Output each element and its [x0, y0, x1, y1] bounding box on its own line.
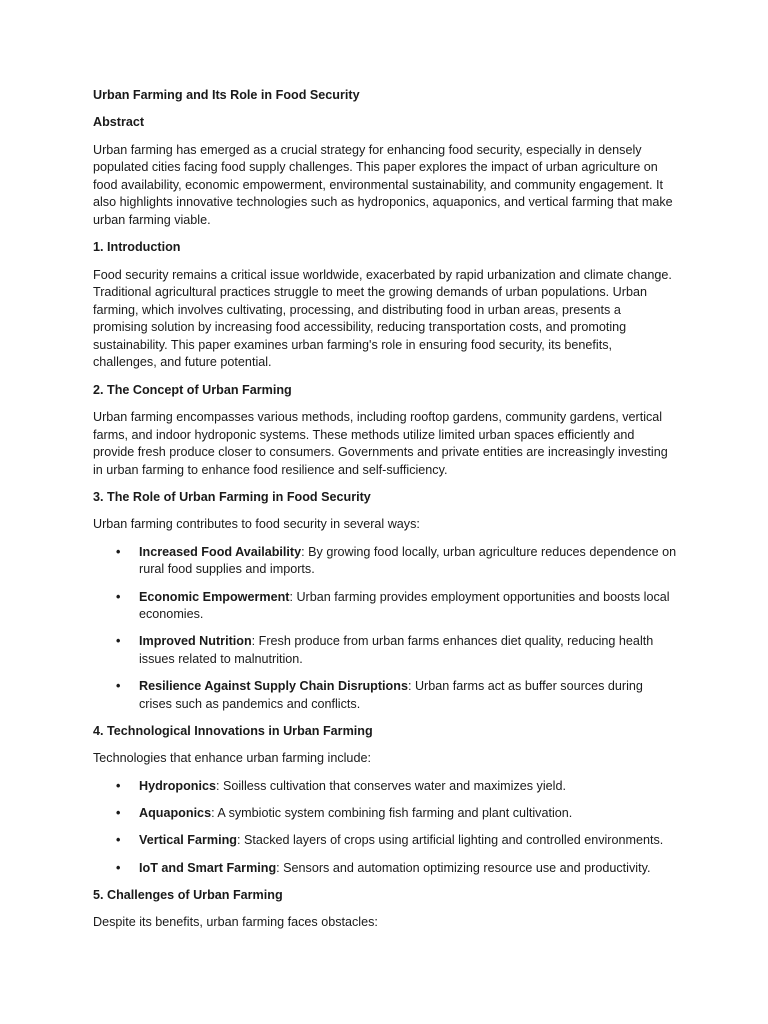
- technology-bullet-list: [93, 778, 678, 877]
- bullet-icon: •: [116, 544, 121, 559]
- bullet-term: Increased Food Availability: [139, 544, 302, 559]
- challenges-intro: Despite its benefits, urban farming faces obstacles:: [93, 915, 378, 930]
- bullet-term: IoT and Smart Farming: [139, 860, 277, 875]
- list-item: [93, 633, 678, 668]
- list-item: [93, 805, 678, 823]
- list-item: [93, 832, 678, 850]
- list-item: [93, 589, 678, 624]
- bullet-text: : Urban farms act as buffer sources during crises such as pandemics and conflicts.: [139, 679, 643, 711]
- concept-paragraph: Urban farming encompasses various methods, including rooftop gardens, community gardens, vertical farms, and indoor hydroponic systems. These methods utilize limited urban spaces efficiently and provide fresh produce closer to consumers. Governments and private entities are increasingly investing in urban farming to enhance food resilience and self-sufficiency.: [93, 410, 668, 477]
- bullet-icon: •: [116, 860, 121, 875]
- role-intro: Urban farming contributes to food security in several ways:: [93, 517, 420, 532]
- document-page: [93, 87, 678, 941]
- bullet-term: Vertical Farming: [139, 833, 237, 848]
- bullet-icon: •: [116, 778, 121, 793]
- bullet-text: : Stacked layers of crops using artificial lighting and controlled environments.: [237, 833, 664, 848]
- bullet-term: Aquaponics: [139, 806, 212, 820]
- bullet-term: Improved Nutrition: [139, 634, 252, 649]
- bullet-icon: •: [116, 679, 121, 694]
- list-item: [93, 778, 678, 796]
- concept-heading: 2. The Concept of Urban Farming: [93, 382, 292, 397]
- role-bullet-list: [93, 544, 678, 714]
- list-item: [93, 544, 678, 579]
- bullet-term: Hydroponics: [139, 778, 216, 793]
- technology-intro: Technologies that enhance urban farming include:: [93, 751, 371, 766]
- bullet-text: : A symbiotic system combining fish farming and plant cultivation.: [211, 806, 573, 820]
- challenges-heading: 5. Challenges of Urban Farming: [93, 887, 283, 902]
- bullet-text: : Urban farming provides employment opportunities and boosts local economies.: [139, 589, 670, 622]
- list-item: [93, 860, 678, 878]
- bullet-text: : Sensors and automation optimizing resource use and productivity.: [276, 860, 651, 875]
- bullet-text: : Soilless cultivation that conserves water and maximizes yield.: [215, 778, 566, 793]
- bullet-icon: •: [116, 806, 121, 820]
- bullet-icon: •: [116, 833, 121, 848]
- bullet-text: : Fresh produce from urban farms enhances diet quality, reducing health issues related to malnutrition.: [139, 634, 654, 666]
- technology-heading: 4. Technological Innovations in Urban Farming: [93, 724, 373, 739]
- bullet-icon: •: [116, 589, 121, 604]
- bullet-term: Resilience Against Supply Chain Disruptions: [139, 679, 408, 694]
- list-item: [93, 678, 678, 713]
- abstract-paragraph: Urban farming has emerged as a crucial strategy for enhancing food security, especially in densely populated cities facing food supply challenges. This paper explores the impact of urban agriculture on food availability, economic empowerment, environmental sustainability, and community engagement. It also highlights innovative technologies such as hydroponics, aquaponics, and vertical farming that make urban farming viable.: [93, 142, 673, 227]
- bullet-term: Economic Empowerment: [139, 589, 290, 604]
- bullet-icon: •: [116, 634, 121, 649]
- introduction-paragraph: Food security remains a critical issue worldwide, exacerbated by rapid urbanization and climate change. Traditional agricultural practices struggle to meet the growing demands of urban populations. Urban farming, which involves cultivating, processing, and distributing food in urban areas, presents a promising solution by increasing food accessibility, reducing transportation costs, and promoting sustainability. This paper examines urban farming's role in ensuring food security, its benefits, challenges, and future potential.: [93, 267, 672, 370]
- document-title: Urban Farming and Its Role in Food Security: [93, 88, 360, 102]
- bullet-text: : By growing food locally, urban agriculture reduces dependence on rural food supplies and imports.: [139, 544, 677, 577]
- role-heading: 3. The Role of Urban Farming in Food Security: [93, 490, 371, 505]
- abstract-heading: Abstract: [93, 115, 145, 130]
- introduction-heading: 1. Introduction: [93, 240, 181, 255]
